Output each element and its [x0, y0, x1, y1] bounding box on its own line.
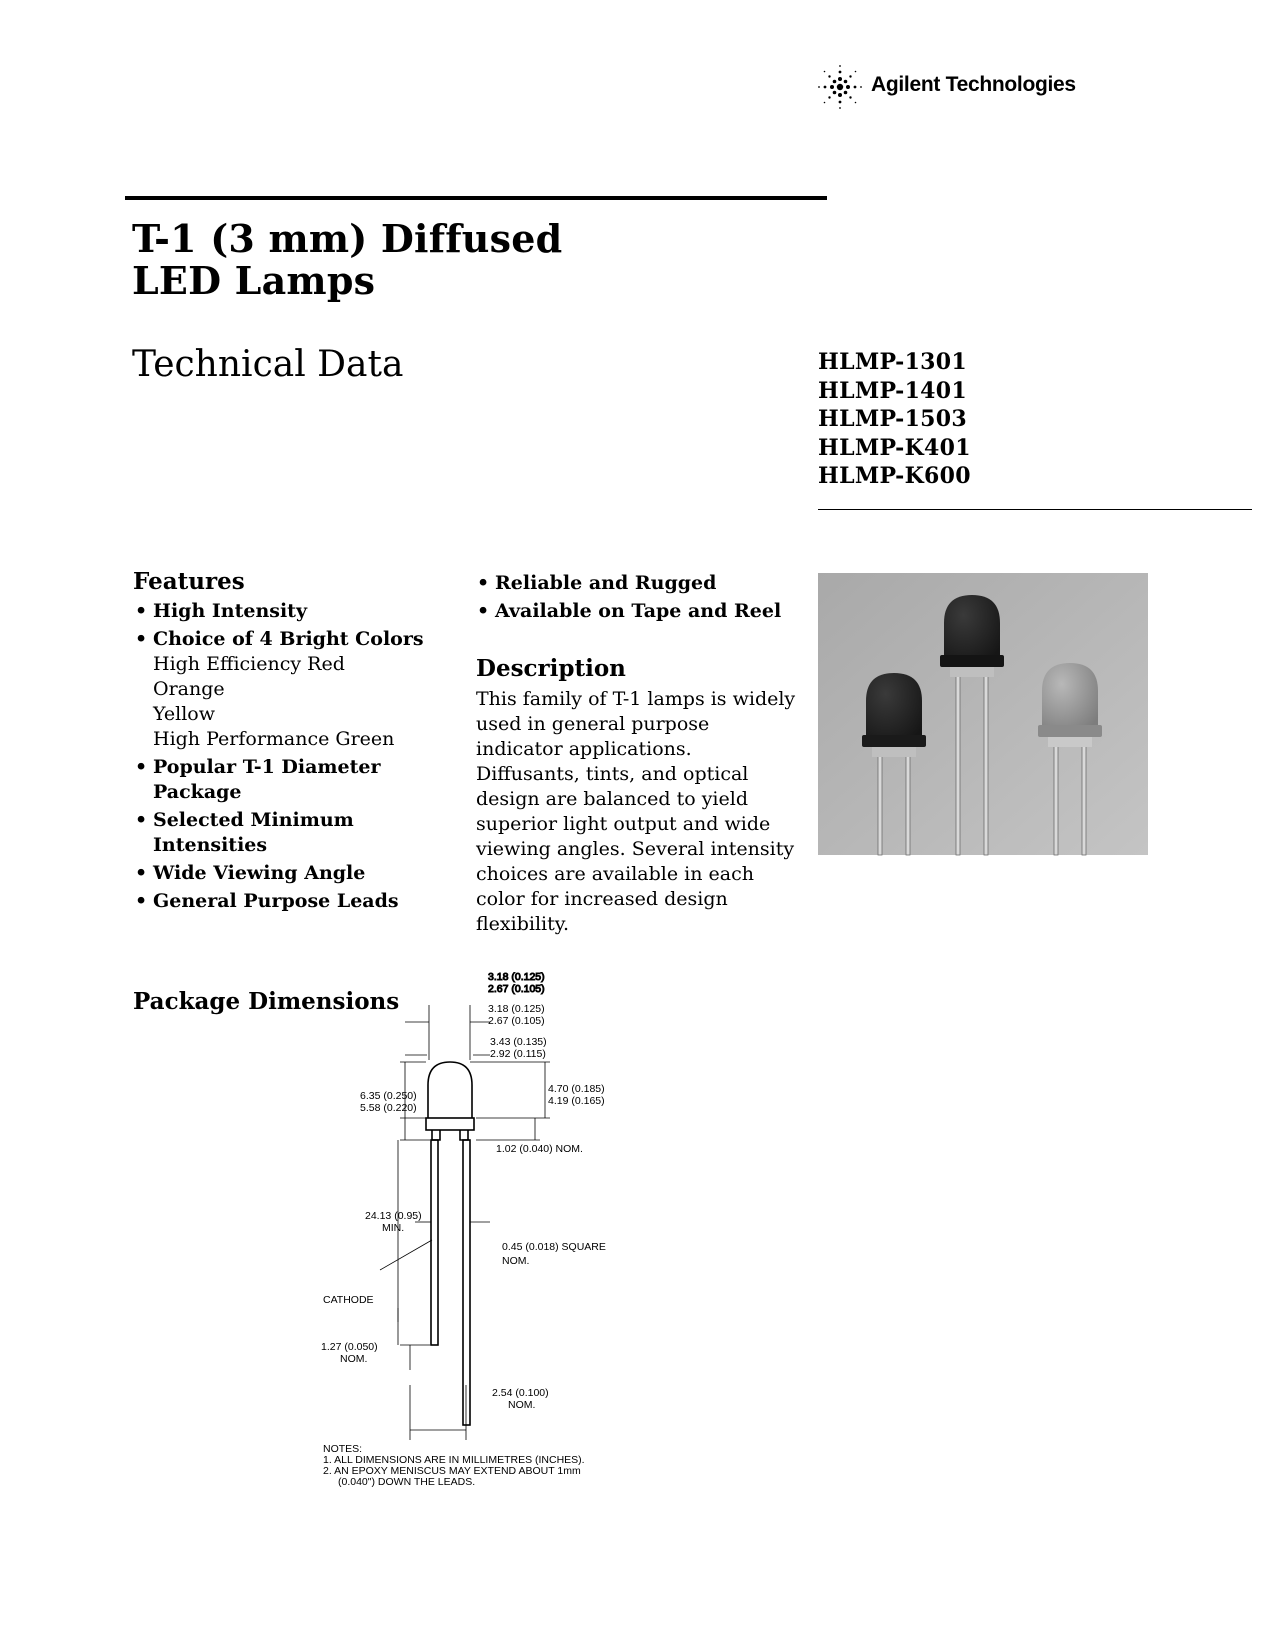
- feature-label: General Purpose Leads: [153, 890, 399, 912]
- feature-item: [133, 808, 453, 858]
- dim-lead-offset: 1.27 (0.050): [321, 1341, 378, 1353]
- color-option: Orange: [153, 678, 225, 700]
- feature-item: [133, 627, 453, 752]
- dim-lens-width-max: 3.18 (0.125): [488, 1003, 545, 1015]
- part-number: HLMP-K401: [818, 434, 971, 461]
- dim-lead-length-min: MIN.: [382, 1222, 405, 1234]
- title-line-2: LED Lamps: [132, 258, 376, 303]
- dim-lead-offset-nom: NOM.: [340, 1353, 368, 1365]
- dim-flange-width-max: 3.43 (0.135): [490, 1036, 547, 1048]
- part-number-rule: [818, 509, 1252, 510]
- dimension-labels: [320, 1000, 660, 1520]
- part-number-list: [818, 348, 971, 491]
- features-list: [133, 599, 453, 917]
- document-title: [132, 218, 562, 302]
- feature-label: Wide Viewing Angle: [153, 862, 366, 884]
- product-photo: [818, 573, 1148, 855]
- agilent-spark-logo-icon: [815, 62, 865, 112]
- features-heading: Features: [133, 568, 245, 595]
- bullet: •: [135, 628, 148, 650]
- note-1: 1. ALL DIMENSIONS ARE IN MILLIMETRES (INCHES).: [323, 1454, 585, 1466]
- feature-label: High Intensity: [153, 600, 307, 622]
- bullet: •: [135, 890, 148, 912]
- dim-dome-height-min: 4.19 (0.165): [548, 1095, 605, 1107]
- feature-label: Reliable and Rugged: [495, 572, 717, 594]
- dim-label: 3.18 (0.125): [488, 971, 545, 983]
- bullet: •: [477, 600, 490, 622]
- dim-standoff: 1.02 (0.040) NOM.: [496, 1143, 583, 1155]
- part-number: HLMP-1503: [818, 406, 968, 432]
- feature-label: Available on Tape and Reel: [495, 600, 782, 622]
- feature-item: [133, 599, 453, 624]
- cathode-label: CATHODE: [323, 1294, 374, 1306]
- feature-item: [475, 571, 795, 596]
- part-number: HLMP-1301: [818, 349, 968, 375]
- package-dimensions-heading: Package Dimensions: [133, 988, 400, 1015]
- note-2-cont: (0.040") DOWN THE LEADS.: [338, 1476, 476, 1488]
- part-number: HLMP-1401: [818, 377, 968, 404]
- dim-dome-height-max: 4.70 (0.185): [548, 1083, 605, 1095]
- feature-item: [475, 599, 795, 624]
- feature-item: [133, 889, 453, 914]
- dim-lens-width-min: 2.67 (0.105): [488, 1015, 545, 1027]
- title-rule: [125, 196, 827, 200]
- bullet: •: [477, 572, 490, 594]
- feature-label: Popular T-1 Diameter Package: [153, 756, 381, 803]
- document-subtitle: Technical Data: [132, 344, 404, 385]
- dim-flange-width-min: 2.92 (0.115): [490, 1048, 546, 1060]
- feature-item: [133, 861, 453, 886]
- notes-heading: NOTES:: [323, 1443, 363, 1455]
- color-option: High Performance Green: [153, 728, 395, 750]
- dim-lead-length: 24.13 (0.95): [365, 1210, 422, 1222]
- features-list-continued: [475, 571, 795, 627]
- dim-lead-spacing: 2.54 (0.100): [492, 1387, 549, 1399]
- description-body: This family of T-1 lamps is widely used in general purpose indicator applications. Diffusants, tints, and optical design are balanced to yield superior light output and wide viewing angles. Several intensity choices are available in each color for increased design flexibility.: [476, 688, 796, 935]
- dim-lead-square-nom: NOM.: [502, 1255, 530, 1267]
- company-name: Agilent Technologies: [871, 73, 1076, 96]
- part-number: HLMP-K600: [818, 463, 971, 489]
- title-line-1: T-1 (3 mm) Diffused: [132, 216, 563, 261]
- dim-lead-spacing-nom: NOM.: [508, 1399, 536, 1411]
- feature-item: [133, 755, 453, 805]
- feature-label: Choice of 4 Bright Colors: [153, 628, 424, 650]
- bullet: •: [135, 862, 148, 884]
- dim-body-height-max: 6.35 (0.250): [360, 1090, 417, 1102]
- bullet: •: [135, 600, 148, 622]
- description-heading: Description: [476, 655, 626, 682]
- dim-lead-square: 0.45 (0.018) SQUARE: [502, 1241, 606, 1253]
- company-logo: [815, 62, 1095, 112]
- bullet: •: [135, 756, 148, 778]
- dim-body-height-min: 5.58 (0.220): [360, 1102, 417, 1114]
- note-2: 2. AN EPOXY MENISCUS MAY EXTEND ABOUT 1mm: [323, 1465, 581, 1477]
- dim-label: 2.67 (0.105): [488, 983, 545, 995]
- color-option: High Efficiency Red: [153, 653, 345, 675]
- bullet: •: [135, 809, 148, 831]
- color-option: Yellow: [153, 703, 215, 725]
- feature-label: Selected Minimum Intensities: [153, 809, 354, 856]
